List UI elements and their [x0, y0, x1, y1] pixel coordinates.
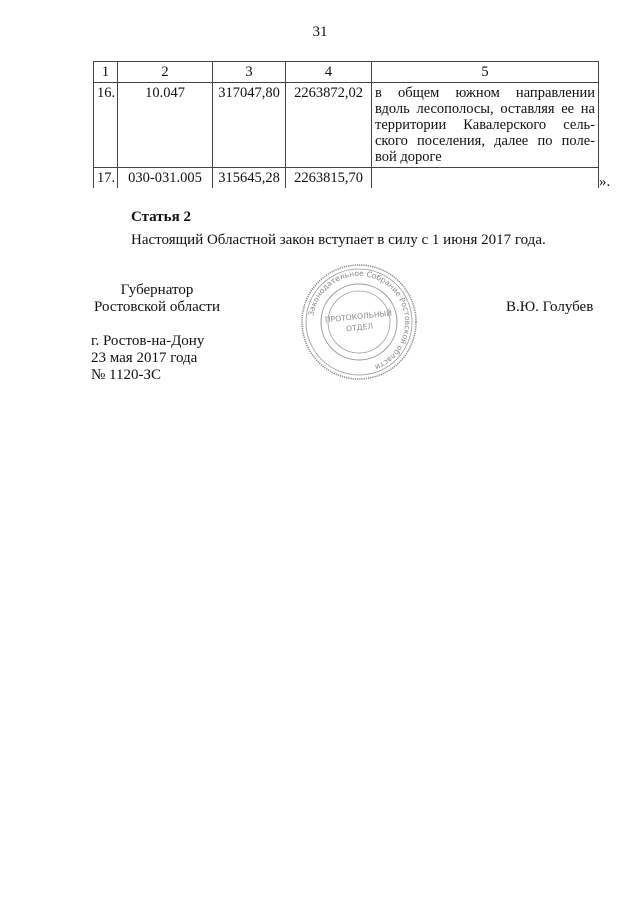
coordinate-x: 317047,80 — [213, 83, 286, 168]
signatory-name: В.Ю. Голубев — [506, 299, 594, 315]
row-number: 17. — [94, 168, 118, 189]
description-line: вой дороге — [375, 149, 442, 165]
page-number: 31 — [312, 24, 328, 40]
law-number: № 1120-ЗС — [91, 367, 162, 383]
description-line: в общем южном направлении — [375, 85, 595, 101]
coordinate-x: 315645,28 — [213, 168, 286, 189]
issue-place: г. Ростов-на-Дону — [91, 333, 205, 349]
article-title: Статья 2 — [131, 209, 191, 225]
table-header-cell: 1 — [94, 62, 118, 83]
table-header-cell: 4 — [286, 62, 372, 83]
table-header-cell: 3 — [213, 62, 286, 83]
point-code: 030-031.005 — [118, 168, 213, 189]
issue-details — [91, 333, 204, 384]
seal-center-text: ПРОТОКОЛЬНЫЙ — [324, 308, 393, 325]
row-number: 16. — [94, 83, 118, 168]
description-line: вдоль лесополосы, оставляя ее на — [375, 101, 595, 117]
official-seal-stamp — [298, 263, 420, 381]
table-header-row — [94, 62, 599, 83]
point-code: 10.047 — [118, 83, 213, 168]
boundary-description — [372, 83, 599, 168]
closing-quote: ». — [599, 174, 611, 190]
boundary-description — [372, 168, 599, 189]
table-header-cell: 5 — [372, 62, 599, 83]
seal-ring-text: Законодательное Собрание Ростовской области — [306, 268, 413, 372]
table-header-cell: 2 — [118, 62, 213, 83]
coordinate-y: 2263872,02 — [286, 83, 372, 168]
issue-date: 23 мая 2017 года — [91, 350, 198, 366]
table-row — [94, 168, 599, 189]
signatory-position — [90, 282, 224, 316]
position-line: Губернатор — [120, 282, 194, 298]
coordinate-y: 2263815,70 — [286, 168, 372, 189]
description-line: ского поселения, далее по поле- — [375, 133, 595, 149]
article-text: Настоящий Областной закон вступает в силу с 1 июня 2017 года. — [131, 232, 546, 248]
description-line: территории Кавалерского сель- — [375, 117, 595, 133]
seal-center-text: ОТДЕЛ — [345, 321, 374, 334]
boundary-points-table — [93, 61, 599, 188]
table-row — [94, 83, 599, 168]
position-line: Ростовской области — [94, 299, 220, 315]
